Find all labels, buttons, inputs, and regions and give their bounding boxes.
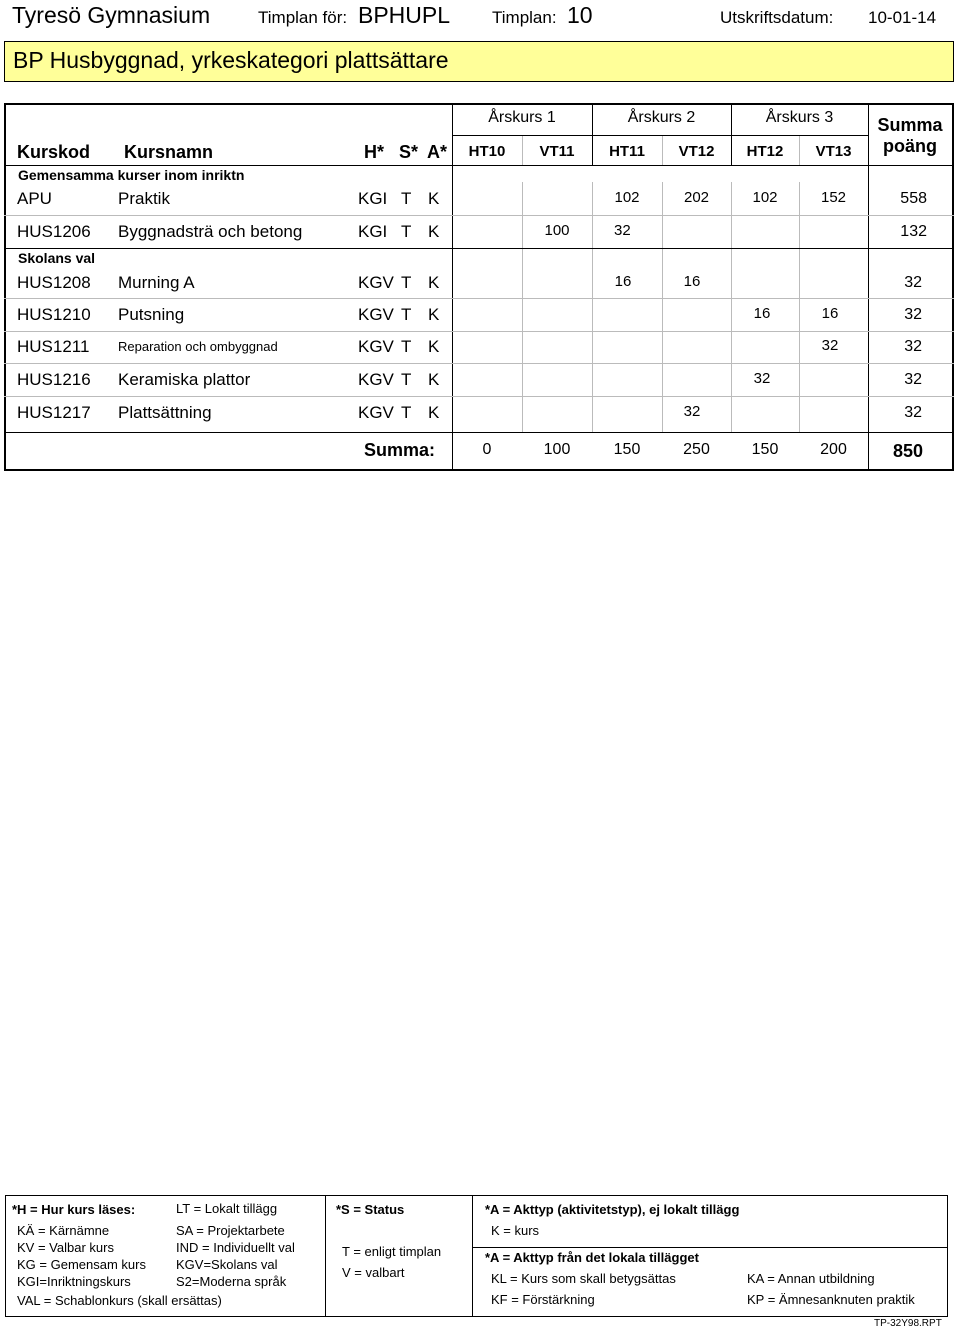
row-sum: 32 bbox=[904, 274, 922, 291]
print-date-value: 10-01-14 bbox=[868, 8, 937, 27]
report-code: TP-32Y98.RPT bbox=[874, 1318, 942, 1329]
row-sum: 558 bbox=[900, 190, 927, 207]
course-s: T bbox=[401, 273, 412, 292]
course-a: K bbox=[428, 189, 440, 208]
legend-a-title: *A = Akttyp (aktivitetstyp), ej lokalt tillägg bbox=[485, 1202, 740, 1217]
col-kurskod: Kurskod bbox=[17, 142, 91, 162]
summa-label: Summa: bbox=[364, 440, 436, 460]
page-title: BP Husbyggnad, yrkeskategori plattsättare bbox=[13, 47, 449, 73]
term-value: 16 bbox=[821, 305, 839, 322]
sum-header-2: poäng bbox=[883, 136, 937, 156]
course-h: KGV bbox=[358, 273, 394, 292]
course-h: KGV bbox=[358, 370, 394, 389]
year-3-header: Årskurs 3 bbox=[765, 109, 834, 126]
course-s: T bbox=[401, 305, 412, 324]
legend-a2-title: *A = Akttyp från det lokala tillägget bbox=[485, 1250, 699, 1265]
title-box bbox=[4, 41, 954, 82]
term-value: 32 bbox=[683, 403, 701, 420]
course-s: T bbox=[401, 370, 412, 389]
legend-a-item: K = kurs bbox=[491, 1223, 540, 1238]
course-code: APU bbox=[17, 189, 52, 208]
term-header: VT13 bbox=[815, 143, 852, 160]
term-value: 32 bbox=[614, 222, 631, 239]
term-value: 102 bbox=[614, 189, 640, 206]
course-h: KGV bbox=[358, 403, 394, 422]
summa-total: 850 bbox=[892, 441, 924, 461]
legend-h2-item: SA = Projektarbete bbox=[176, 1223, 285, 1238]
col-kursnamn: Kursnamn bbox=[124, 142, 214, 162]
legend-h-item: KGI=Inriktningskurs bbox=[17, 1274, 131, 1289]
term-value: 16 bbox=[753, 305, 771, 322]
course-name: Putsning bbox=[118, 305, 185, 324]
course-h: KGI bbox=[358, 189, 388, 208]
course-code: HUS1210 bbox=[17, 305, 91, 324]
term-header: VT12 bbox=[678, 143, 715, 160]
legend-h2-item: LT = Lokalt tillägg bbox=[176, 1201, 278, 1216]
row-sum: 32 bbox=[904, 338, 922, 355]
term-value: 32 bbox=[753, 370, 771, 387]
course-h: KGV bbox=[358, 337, 394, 356]
course-name: Keramiska plattor bbox=[118, 370, 251, 389]
course-code: HUS1208 bbox=[17, 273, 91, 292]
course-a: K bbox=[428, 370, 440, 389]
term-value: 202 bbox=[683, 189, 710, 206]
course-h: KGV bbox=[358, 305, 394, 324]
legend-a2-item: KP = Ämnesanknuten praktik bbox=[747, 1292, 915, 1307]
summa-term: 0 bbox=[482, 441, 492, 458]
col-a: A* bbox=[427, 142, 448, 162]
school-name: Tyresö Gymnasium bbox=[12, 2, 211, 28]
course-name: Plattsättning bbox=[118, 403, 212, 422]
summa-term: 150 bbox=[613, 441, 641, 458]
course-s: T bbox=[401, 189, 412, 208]
timplan-for-value: BPHUPL bbox=[358, 2, 451, 28]
section-title: Skolans val bbox=[18, 250, 96, 266]
course-code: HUS1211 bbox=[17, 337, 90, 356]
course-name: Reparation och ombyggnad bbox=[118, 339, 278, 354]
col-s: S* bbox=[399, 142, 419, 162]
sum-header-1: Summa bbox=[877, 115, 943, 135]
course-a: K bbox=[428, 222, 440, 241]
legend-s-item: V = valbart bbox=[342, 1265, 405, 1280]
legend-a2-item: KL = Kurs som skall betygsättas bbox=[491, 1271, 676, 1286]
course-a: K bbox=[428, 337, 440, 356]
course-code: HUS1217 bbox=[17, 403, 91, 422]
row-sum: 32 bbox=[904, 306, 922, 323]
term-value: 152 bbox=[820, 189, 847, 206]
legend-s-item: T = enligt timplan bbox=[342, 1244, 442, 1259]
term-header: HT10 bbox=[468, 143, 506, 160]
course-name: Praktik bbox=[118, 189, 170, 208]
legend-h-item: KÄ = Kärnämne bbox=[17, 1223, 110, 1238]
course-code: HUS1206 bbox=[17, 222, 91, 241]
legend-h-title: *H = Hur kurs läses: bbox=[12, 1202, 136, 1217]
course-s: T bbox=[401, 222, 412, 241]
legend-h-item: VAL = Schablonkurs (skall ersättas) bbox=[17, 1293, 222, 1308]
term-value: 102 bbox=[752, 189, 778, 206]
course-code: HUS1216 bbox=[17, 370, 91, 389]
term-header: VT11 bbox=[539, 143, 575, 160]
term-value: 16 bbox=[683, 273, 701, 290]
legend-s-title: *S = Status bbox=[336, 1202, 405, 1217]
year-2-header: Årskurs 2 bbox=[627, 109, 696, 126]
row-sum: 32 bbox=[904, 404, 922, 421]
term-value: 16 bbox=[614, 273, 632, 290]
summa-term: 100 bbox=[543, 441, 571, 458]
term-value: 100 bbox=[544, 222, 570, 239]
summa-term: 200 bbox=[820, 441, 847, 458]
legend-h2-item: KGV=Skolans val bbox=[176, 1257, 278, 1272]
timplan-value: 10 bbox=[567, 2, 593, 28]
legend-a2-item: KF = Förstärkning bbox=[491, 1292, 595, 1307]
legend-h-item: KG = Gemensam kurs bbox=[17, 1257, 146, 1272]
legend-h-item: KV = Valbar kurs bbox=[17, 1240, 114, 1255]
timplan-for-label: Timplan för: bbox=[258, 8, 348, 27]
legend-a2-item: KA = Annan utbildning bbox=[747, 1271, 875, 1286]
course-a: K bbox=[428, 273, 440, 292]
legend-h2-item: S2=Moderna språk bbox=[176, 1274, 287, 1289]
term-value: 32 bbox=[821, 337, 839, 354]
summa-term: 150 bbox=[751, 441, 779, 458]
course-name: Murning A bbox=[118, 273, 195, 292]
section-title: Gemensamma kurser inom inriktn bbox=[18, 167, 245, 183]
term-header: HT12 bbox=[746, 143, 784, 160]
course-a: K bbox=[428, 305, 440, 324]
course-h: KGI bbox=[358, 222, 388, 241]
course-s: T bbox=[401, 403, 412, 422]
course-name: Byggnadsträ och betong bbox=[118, 222, 303, 241]
row-sum: 132 bbox=[900, 223, 927, 240]
timplan-label: Timplan: bbox=[492, 8, 557, 27]
course-s: T bbox=[401, 337, 412, 356]
legend-h2-item: IND = Individuellt val bbox=[176, 1240, 295, 1255]
course-a: K bbox=[428, 403, 440, 422]
col-h: H* bbox=[364, 142, 385, 162]
row-sum: 32 bbox=[904, 371, 922, 388]
print-date-label: Utskriftsdatum: bbox=[720, 8, 834, 27]
term-header: HT11 bbox=[609, 143, 645, 160]
year-1-header: Årskurs 1 bbox=[488, 109, 556, 126]
summa-term: 250 bbox=[683, 441, 710, 458]
